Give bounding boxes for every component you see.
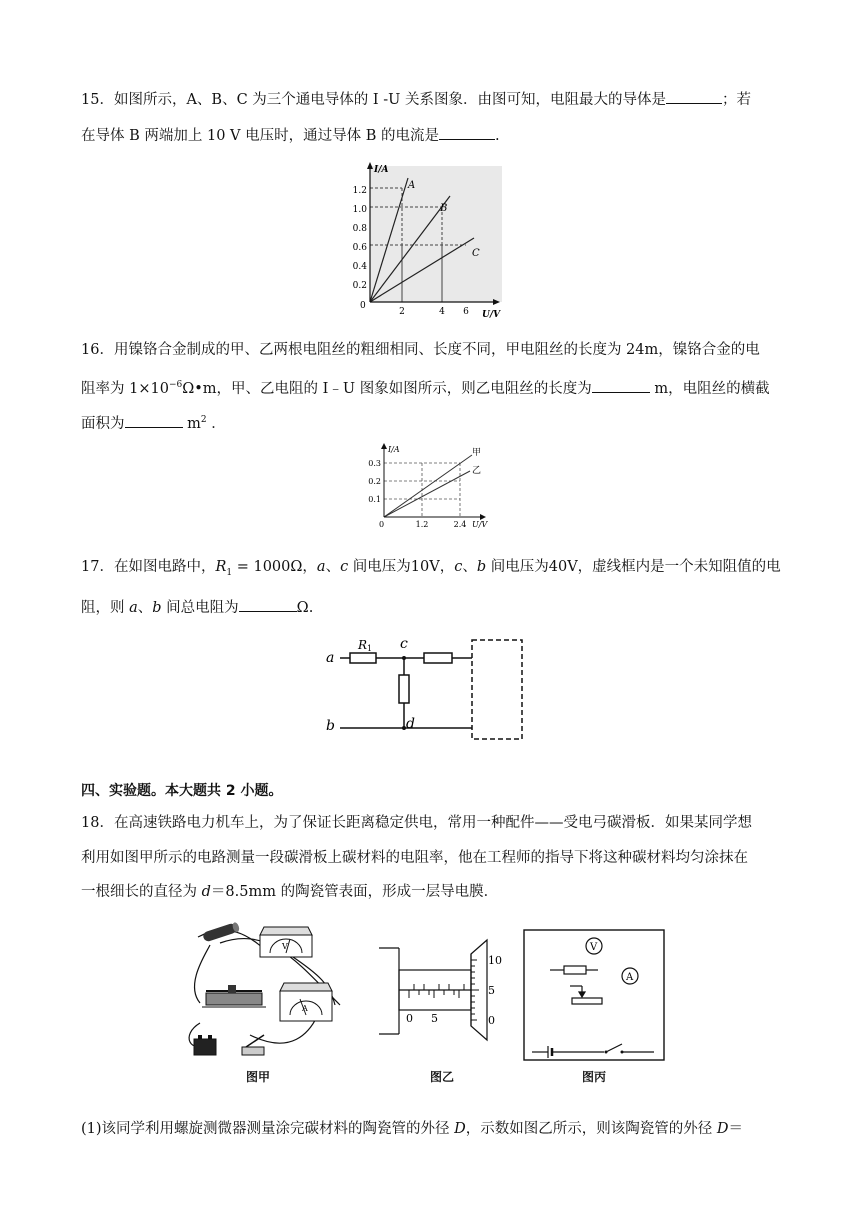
q15-iu-chart xyxy=(346,160,506,320)
node-c-dot xyxy=(402,656,406,660)
line-label-yi: 乙 xyxy=(472,466,482,476)
y-tick: 0.2 xyxy=(368,477,381,486)
x-tick: 1.2 xyxy=(415,520,429,529)
q16-iu-chart xyxy=(364,443,494,535)
switch-icon xyxy=(242,1035,264,1055)
q18-line3: 一根细长的直径为 d＝8.5mm 的陶瓷管表面，形成一层导电膜． xyxy=(81,884,499,900)
x-axis-label: U/V xyxy=(482,310,501,320)
main-scale-label: 5 xyxy=(431,1012,438,1025)
node-c-label: c xyxy=(400,636,408,652)
main-scale-label: 0 xyxy=(406,1012,413,1025)
x-tick: 2 xyxy=(399,307,405,317)
thimble-scale-label: 0 xyxy=(488,1014,495,1027)
line-label-a: A xyxy=(408,180,416,191)
line-label-jia: 甲 xyxy=(472,448,482,458)
figure-caption-yi: 图乙 xyxy=(430,1070,455,1084)
rheostat-icon xyxy=(202,985,266,1007)
q18-line2: 利用如图甲所示的电路测量一段碳滑板上碳材料的电阻率，他在工程师的指导下将这种碳材料均匀涂抹在 xyxy=(81,850,748,866)
origin-label: 0 xyxy=(360,301,366,311)
x-tick: 2.4 xyxy=(453,520,467,529)
svg-text:A: A xyxy=(302,1004,308,1013)
q17-line1: 17．在如图电路中，$R_1 = 1000\Omega$，a、c 间电压为10V，c、b 间电压为40V，虚线框内是一个未知阻值的电 xyxy=(81,559,781,578)
y-tick: 0.1 xyxy=(368,495,381,504)
y-tick: 0.8 xyxy=(352,224,367,234)
q16-line2: 阻率为 $1\times 10^{-6}\Omega•m$，甲、乙电阻的 I﹣U 图象如图所示，则乙电阻丝的长度为 m，电阻丝的横截 xyxy=(81,375,770,399)
r1-label: R1 xyxy=(358,638,373,653)
answer-blank[interactable] xyxy=(125,413,183,428)
battery-icon xyxy=(194,1035,216,1055)
node-b-label: b xyxy=(326,718,335,734)
apparatus-figure xyxy=(180,915,355,1065)
y-axis-label: I/A xyxy=(388,445,400,454)
y-tick: 0.6 xyxy=(352,243,367,253)
y-tick: 0.4 xyxy=(352,262,367,272)
answer-blank[interactable] xyxy=(592,378,650,393)
q16-line3: 面积为 $m^2$ ． xyxy=(81,410,226,434)
thimble-scale-label: 10 xyxy=(488,954,502,967)
q18-line1: 18．在高速铁路电力机车上，为了保证长距离稳定供电，常用一种配件——受电弓碳滑板．如果某同学想 xyxy=(81,815,752,831)
y-tick: 1.2 xyxy=(352,186,367,196)
answer-blank[interactable] xyxy=(666,89,722,104)
voltmeter-icon xyxy=(260,927,312,957)
svg-text:V: V xyxy=(282,942,288,951)
x-tick: 4 xyxy=(439,307,445,317)
node-d-label: d xyxy=(406,716,415,732)
answer-blank[interactable] xyxy=(439,125,495,140)
y-tick: 0.3 xyxy=(368,459,381,468)
figure-caption-jia: 图甲 xyxy=(246,1070,271,1084)
svg-text:V: V xyxy=(590,942,598,953)
q17-line2: 阻，则 a、b 间总电阻为 Ω. xyxy=(81,597,313,618)
q15-line2: 在导体 B 两端加上 10 V 电压时，通过导体 B 的电流是 . xyxy=(81,125,500,146)
answer-blank[interactable] xyxy=(239,597,297,612)
line-label-c: C xyxy=(472,248,480,259)
ammeter-icon xyxy=(280,983,332,1021)
x-axis-label: U/V xyxy=(472,520,488,529)
micrometer-figure xyxy=(375,940,505,1050)
section-heading: 四、实验题。本大题共 2 小题。 xyxy=(81,783,283,799)
node-a-label: a xyxy=(326,650,335,666)
origin-label: 0 xyxy=(379,520,385,529)
y-axis-label: I/A xyxy=(374,165,389,175)
line-label-b: B xyxy=(440,203,448,214)
y-tick: 0.2 xyxy=(352,281,367,291)
thimble-scale-label: 5 xyxy=(488,984,495,997)
figure-caption-bing: 图丙 xyxy=(582,1070,607,1084)
q15-line1: 15．如图所示，A、B、C 为三个通电导体的 I -U 关系图象．由图可知，电阻最大的导体是 ；若 xyxy=(81,89,751,110)
q18-part1: (1)该同学利用螺旋测微器测量涂完碳材料的陶瓷管的外径 D，示数如图乙所示，则该陶瓷管的外径 D＝ xyxy=(81,1121,744,1137)
y-tick: 1.0 xyxy=(352,205,367,215)
circuit-frame-figure xyxy=(522,928,667,1063)
x-tick: 6 xyxy=(463,307,469,317)
svg-text:A: A xyxy=(626,972,634,983)
q16-line1: 16．用镍铬合金制成的甲、乙两根电阻丝的粗细相同、长度不同，甲电阻丝的长度为 24m，镍铬合金的电 xyxy=(81,342,760,358)
q17-circuit-diagram xyxy=(320,632,550,742)
